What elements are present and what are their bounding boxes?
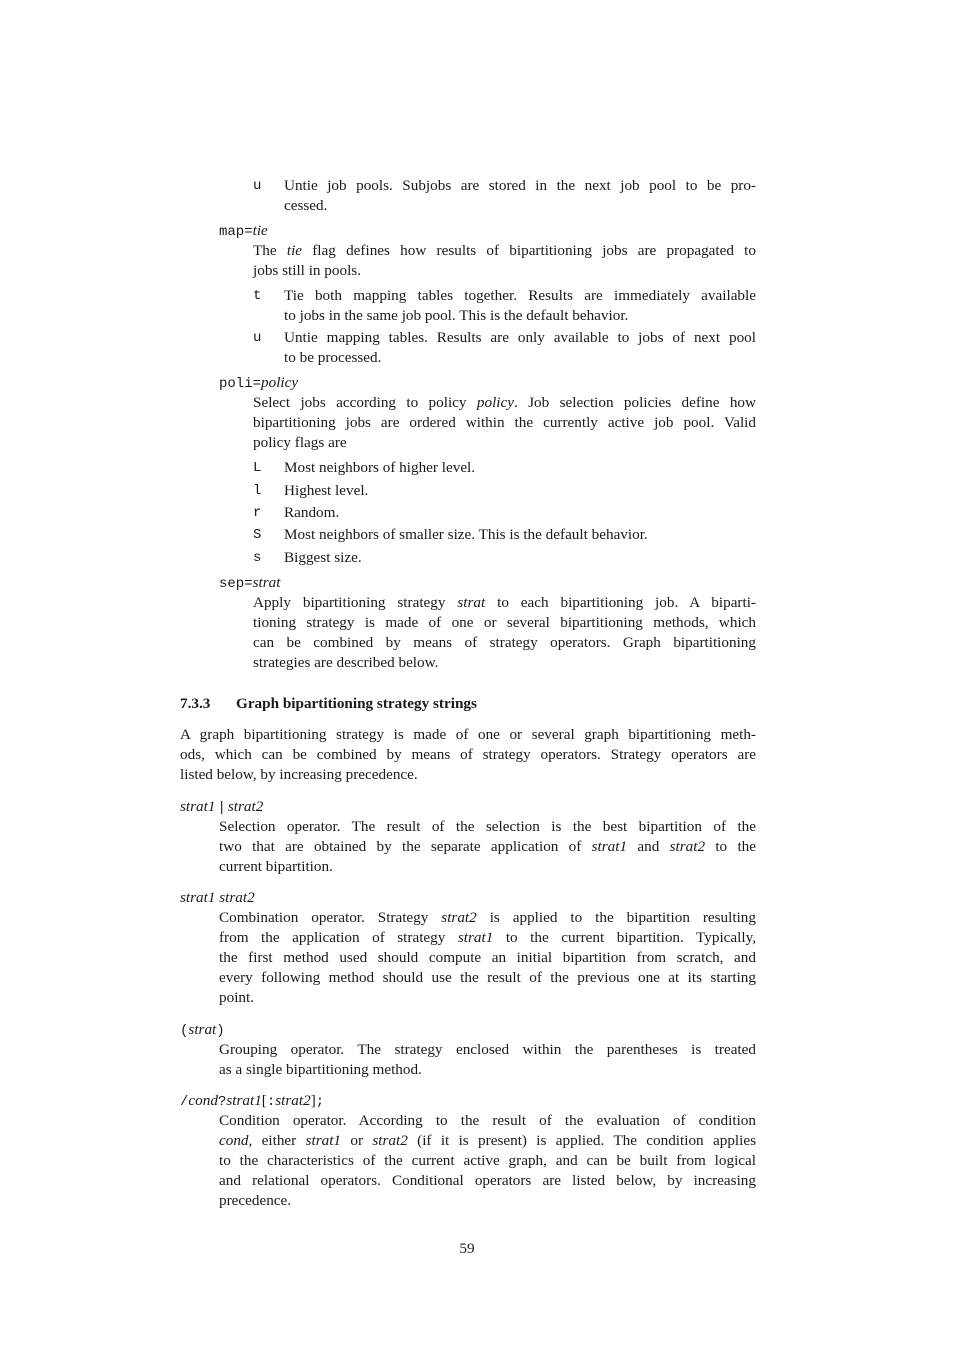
flag-t: t — [253, 288, 262, 304]
section-title: Graph bipartitioning strategy strings — [236, 695, 477, 712]
option-sep: sep=strat — [219, 574, 281, 592]
selection-desc-line2: two that are obtained by the separate application of strat1 and strat2 to the — [219, 838, 756, 855]
flag-t-text-cont: to jobs in the same job pool. This is the default behavior. — [284, 307, 629, 324]
flag-r-text: Random. — [284, 504, 340, 521]
selection-operator-term: strat1 | strat2 — [180, 798, 264, 816]
selection-desc-line1: Selection operator. The result of the selection is the best bipartition of the — [219, 818, 756, 835]
section-para-line3: listed below, by increasing precedence. — [180, 766, 418, 783]
combination-desc-line5: point. — [219, 989, 255, 1006]
option-map: map=tie — [219, 222, 268, 240]
flag-S: S — [253, 527, 262, 543]
sep-desc-line1: Apply bipartitioning strategy strat to each bipartitioning job. A biparti- — [253, 594, 756, 611]
condition-desc-line3: to the characteristics of the current active graph, and can be built from logical — [219, 1152, 756, 1169]
section-para-line2: ods, which can be combined by means of strategy operators. Strategy operators are — [180, 746, 756, 763]
flag-u-text-cont: cessed. — [284, 197, 328, 214]
flag-u-map-text: Untie mapping tables. Results are only available to jobs of next pool — [284, 329, 756, 346]
flag-t-text: Tie both mapping tables together. Results are immediately available — [284, 287, 756, 304]
flag-s-text: Biggest size. — [284, 549, 362, 566]
condition-operator-term: /cond?strat1[:strat2]; — [180, 1092, 325, 1110]
flag-s: s — [253, 550, 262, 566]
section-para-line1: A graph bipartitioning strategy is made of one or several graph bipartitioning meth- — [180, 726, 756, 743]
grouping-operator-term: (strat) — [180, 1021, 225, 1039]
condition-desc-line2: cond, either strat1 or strat2 (if it is present) is applied. The condition applies — [219, 1132, 757, 1149]
combination-desc-line4: every following method should use the result of the previous one at its starting — [219, 969, 756, 986]
condition-desc-line1: Condition operator. According to the result of the evaluation of condition — [219, 1112, 756, 1129]
grouping-desc-line1: Grouping operator. The strategy enclosed within the parentheses is treated — [219, 1041, 756, 1058]
flag-u-text: Untie job pools. Subjobs are stored in the next job pool to be pro- — [284, 177, 756, 194]
combination-desc-line2: from the application of strategy strat1 to the current bipartition. Typically, — [219, 929, 756, 946]
flag-r: r — [253, 505, 262, 521]
selection-desc-line3: current bipartition. — [219, 858, 333, 875]
flag-L: L — [253, 460, 262, 476]
combination-operator-term: strat1 strat2 — [180, 889, 255, 906]
sep-desc-line2: tioning strategy is made of one or several bipartitioning methods, which — [253, 614, 756, 631]
combination-desc-line3: the first method used should compute an initial bipartition from scratch, and — [219, 949, 756, 966]
grouping-desc-line2: as a single bipartitioning method. — [219, 1061, 422, 1078]
condition-desc-line4: and relational operators. Conditional operators are listed below, by increasing — [219, 1172, 756, 1189]
map-desc-line1: The tie flag defines how results of bipartitioning jobs are propagated to — [253, 242, 756, 259]
flag-u-map: u — [253, 330, 262, 346]
poli-desc-line1: Select jobs according to policy policy. Job selection policies define how — [253, 394, 756, 411]
flag-L-text: Most neighbors of higher level. — [284, 459, 476, 476]
option-poli: poli=policy — [219, 374, 299, 392]
condition-desc-line5: precedence. — [219, 1192, 292, 1209]
page-number: 59 — [459, 1240, 475, 1257]
flag-S-text: Most neighbors of smaller size. This is the default behavior. — [284, 526, 648, 543]
sep-desc-line3: can be combined by means of strategy operators. Graph bipartitioning — [253, 634, 756, 651]
combination-desc-line1: Combination operator. Strategy strat2 is applied to the bipartition resulting — [219, 909, 756, 926]
flag-u: u — [253, 178, 262, 194]
poli-desc-line2: bipartitioning jobs are ordered within the currently active job pool. Valid — [253, 414, 756, 431]
poli-desc-line3: policy flags are — [253, 434, 347, 451]
map-desc-line2: jobs still in pools. — [253, 262, 362, 279]
sep-desc-line4: strategies are described below. — [253, 654, 439, 671]
flag-l-text: Highest level. — [284, 482, 369, 499]
section-number: 7.3.3 — [180, 695, 211, 712]
flag-u-map-text-cont: to be processed. — [284, 349, 382, 366]
flag-l: l — [253, 483, 262, 499]
